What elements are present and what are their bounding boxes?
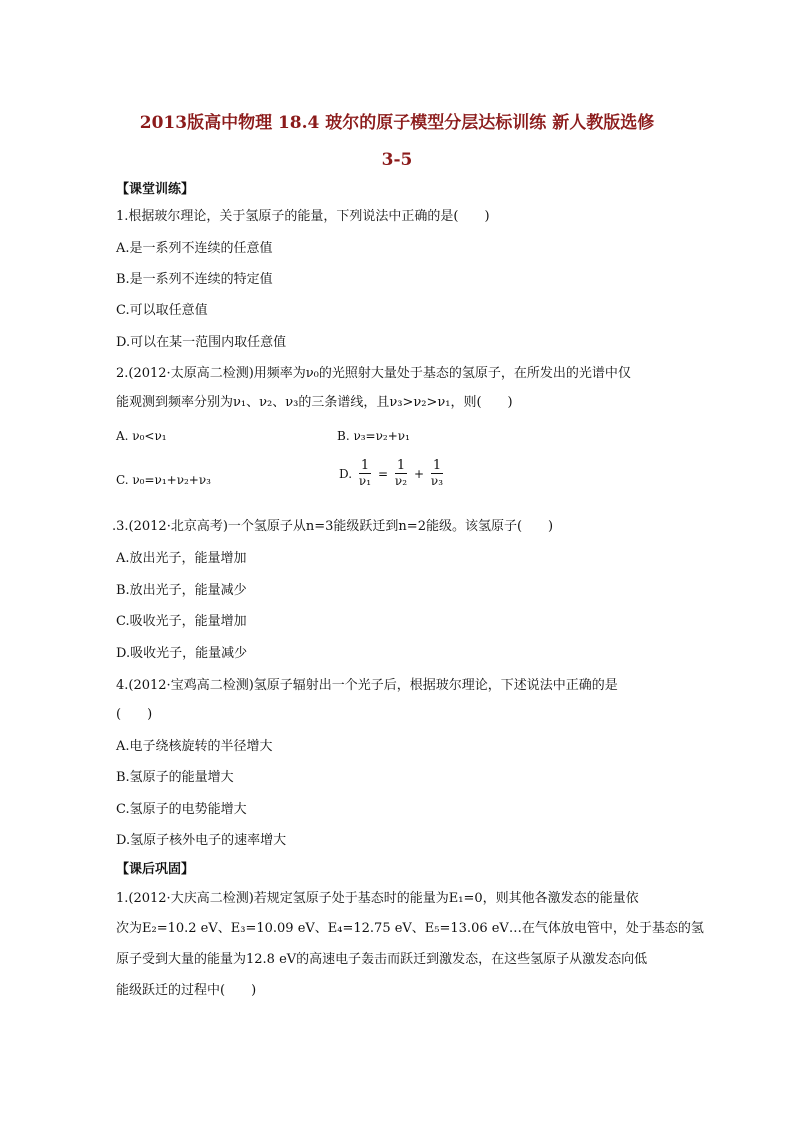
fraction-3: $\frac{1}{\text{ν₃}}$ <box>430 458 444 488</box>
question-2-option-b: B. ν₃=ν₂+ν₁ <box>337 429 410 443</box>
question-1-option-c: C.可以取任意值 <box>116 303 208 318</box>
question-1-option-d: D.可以在某一范围内取任意值 <box>116 335 287 350</box>
review-question-1-line2: 次为E₂=10.2 eV、E₃=10.09 eV、E₄=12.75 eV、E₅=13.06 eV…在气体放电管中，处于基态的氢 <box>116 921 704 936</box>
question-4-option-b: B.氢原子的能量增大 <box>116 770 234 785</box>
document-title-continued: 3-5 <box>381 150 413 170</box>
question-1-option-b: B.是一系列不连续的特定值 <box>116 272 273 287</box>
question-1-option-a: A.是一系列不连续的任意值 <box>116 241 273 256</box>
question-3-option-c: C.吸收光子，能量增加 <box>116 614 247 629</box>
document-title: 2013版高中物理 18.4 玻尔的原子模型分层达标训练 新人教版选修 <box>139 113 655 133</box>
fraction-2: $\frac{1}{\text{ν₂}}$ <box>394 458 408 488</box>
question-4-stem-line2: ( ) <box>116 707 153 722</box>
question-2-option-a: A. ν₀<ν₁ <box>116 429 167 443</box>
equals-sign: = <box>377 466 389 481</box>
question-2-stem-line1: 2.(2012·太原高二检测)用频率为ν₀的光照射大量处于基态的氢原子，在所发出的光谱中仅 <box>116 366 631 381</box>
option-d-label: D. <box>339 466 353 481</box>
review-question-1-line3: 原子受到大量的能量为12.8 eV的高速电子轰击而跃迁到激发态，在这些氢原子从激发态向低 <box>116 952 648 967</box>
question-3-stem: .3.(2012·北京高考)一个氢原子从n=3能级跃迁到n=2能级。该氢原子( ) <box>112 519 554 534</box>
plus-sign: + <box>413 466 425 481</box>
question-4-option-c: C.氢原子的电势能增大 <box>116 802 247 817</box>
question-2-stem-line2: 能观测到频率分别为ν₁、ν₂、ν₃的三条谱线，且ν₃>ν₂>ν₁，则( ) <box>116 395 513 410</box>
question-3-option-a: A.放出光子，能量增加 <box>116 551 247 566</box>
review-question-1-line4: 能级跃迁的过程中( ) <box>116 983 257 998</box>
review-question-1-line1: 1.(2012·大庆高二检测)若规定氢原子处于基态时的能量为E₁=0，则其他各激发态的能量依 <box>116 891 639 906</box>
fraction-1: $\frac{1}{\text{ν₁}}$ <box>358 458 372 488</box>
question-3-option-d: D.吸收光子，能量减少 <box>116 646 248 661</box>
question-1-stem: 1.根据玻尔理论，关于氢原子的能量，下列说法中正确的是( ) <box>116 209 490 224</box>
section-heading-classroom: 【课堂训练】 <box>116 182 195 197</box>
question-4-option-a: A.电子绕核旋转的半径增大 <box>116 739 273 754</box>
section-heading-review: 【课后巩固】 <box>116 862 195 877</box>
question-3-option-b: B.放出光子，能量减少 <box>116 583 247 598</box>
question-2-option-d <box>337 458 444 489</box>
question-4-stem-line1: 4.(2012·宝鸡高二检测)氢原子辐射出一个光子后，根据玻尔理论，下述说法中正确的是 <box>116 678 618 693</box>
question-2-option-c: C. ν₀=ν₁+ν₂+ν₃ <box>116 473 211 487</box>
question-4-option-d: D.氢原子核外电子的速率增大 <box>116 833 287 848</box>
